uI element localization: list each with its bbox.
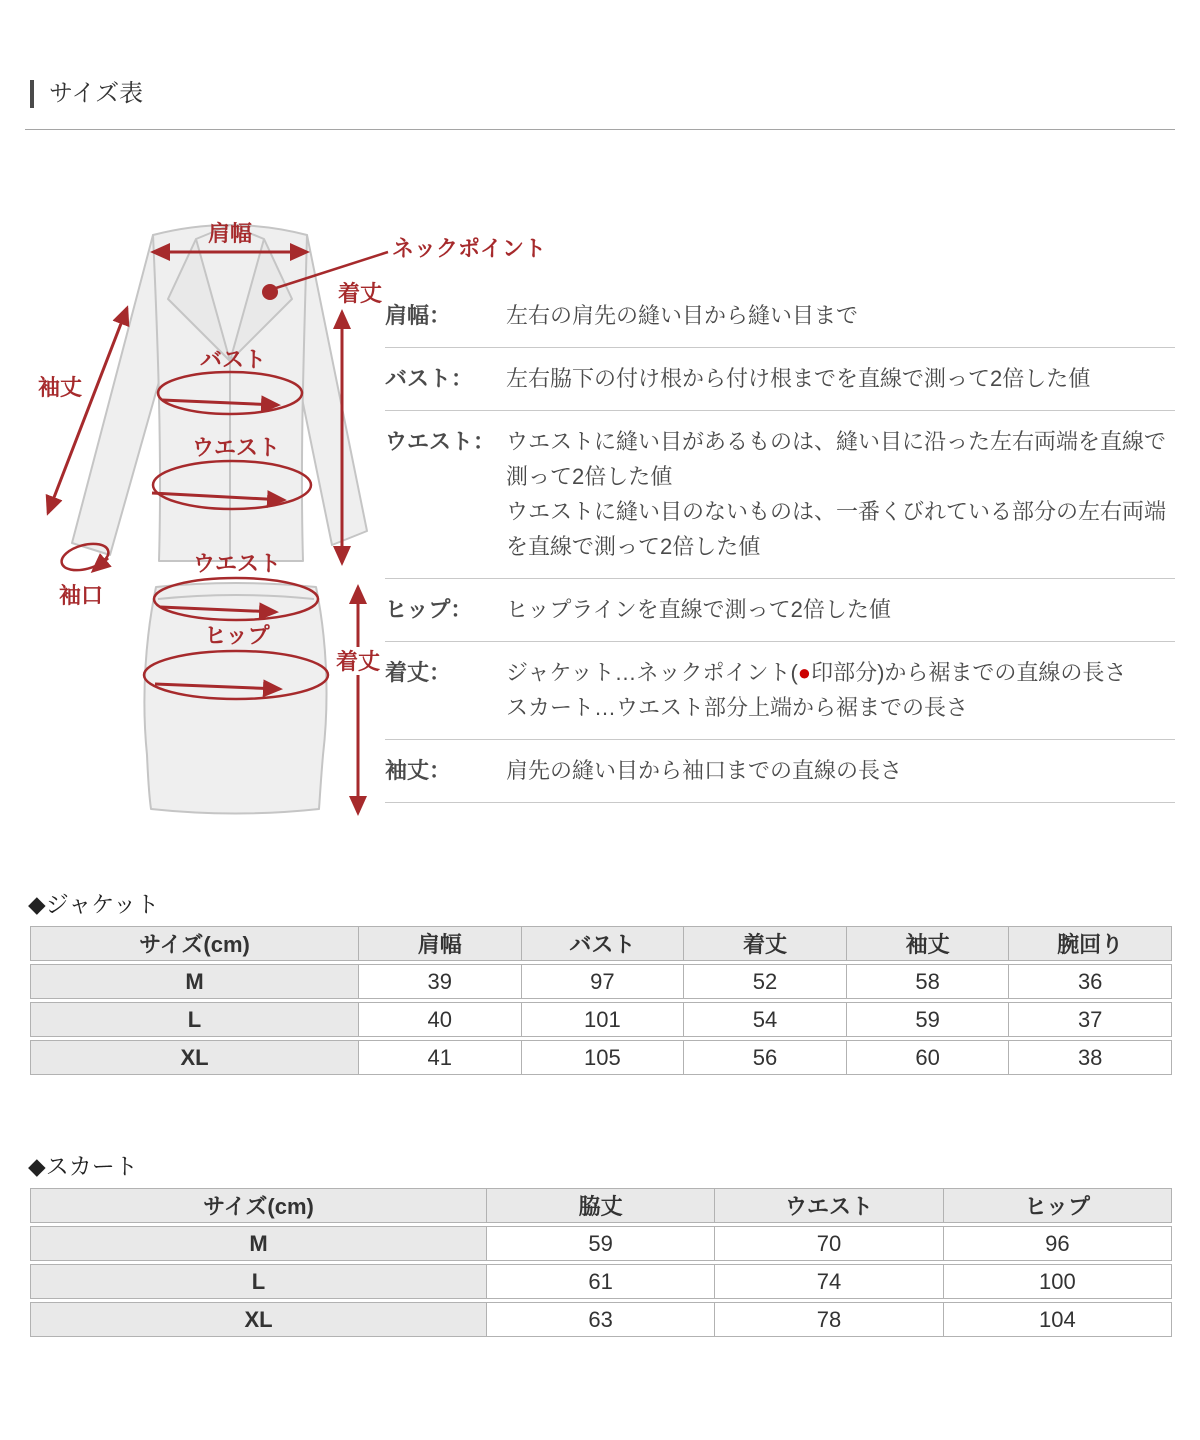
jacket-illustration — [72, 225, 367, 561]
definition-line: ジャケット…ネックポイント(●印部分)から裾までの直線の長さ — [506, 660, 1127, 685]
definition-line: 肩先の縫い目から袖口までの直線の長さ — [506, 758, 903, 783]
definition-row — [385, 285, 1175, 348]
garment-diagram-svg — [20, 195, 390, 845]
definition-term: ヒップ： — [385, 597, 473, 622]
sleeve-length-label: 袖丈 — [37, 375, 83, 400]
skirt-section-title: ◆スカート — [28, 1153, 138, 1179]
column-header: ウエスト — [715, 1188, 943, 1223]
value-cell: 56 — [684, 1040, 847, 1075]
column-header: ヒップ — [944, 1188, 1172, 1223]
definition-row — [385, 579, 1175, 642]
definition-description — [506, 592, 1175, 627]
value-cell: 100 — [944, 1264, 1172, 1299]
value-cell: 104 — [944, 1302, 1172, 1337]
neck-point-dot-inline: ● — [797, 660, 812, 685]
value-cell: 41 — [359, 1040, 522, 1075]
definition-line: ウエストに縫い目があるものは、縫い目に沿った左右両端を直線で測って2倍した値 — [506, 429, 1167, 489]
definition-line: 左右の肩先の縫い目から縫い目まで — [506, 303, 859, 328]
table-row — [30, 1302, 1172, 1337]
value-cell: 105 — [522, 1040, 685, 1075]
value-cell: 58 — [847, 964, 1010, 999]
table-row — [30, 1226, 1172, 1261]
column-header: 着丈 — [684, 926, 847, 961]
measurement-diagram — [20, 195, 390, 845]
value-cell: 37 — [1009, 1002, 1172, 1037]
table-row — [30, 1040, 1172, 1075]
value-cell: 38 — [1009, 1040, 1172, 1075]
jacket-waist-label: ウエスト — [191, 435, 281, 460]
definition-row — [385, 411, 1175, 579]
value-cell: 97 — [522, 964, 685, 999]
skirt-waist-label: ウエスト — [192, 551, 282, 576]
value-cell: 74 — [715, 1264, 943, 1299]
table-row — [30, 964, 1172, 999]
hip-label: ヒップ — [204, 623, 270, 648]
definition-description — [506, 753, 1175, 788]
size-label-cell: XL — [30, 1040, 359, 1075]
column-header: 腕回り — [1009, 926, 1172, 961]
value-cell: 54 — [684, 1002, 847, 1037]
definition-line: ウエストに縫い目のないものは、一番くびれている部分の左右両端を直線で測って2倍した値 — [506, 499, 1167, 559]
value-cell: 70 — [715, 1226, 943, 1261]
value-cell: 36 — [1009, 964, 1172, 999]
skirt-size-table — [30, 1185, 1172, 1340]
size-label-cell: XL — [30, 1302, 487, 1337]
page-title: サイズ表 — [30, 80, 143, 108]
definition-term: 袖丈： — [385, 758, 452, 783]
definition-line: ヒップラインを直線で測って2倍した値 — [506, 597, 891, 622]
cuff-arrow — [93, 558, 108, 571]
measurement-definitions — [385, 285, 1175, 803]
size-label-cell: L — [30, 1264, 487, 1299]
column-header: 脇丈 — [487, 1188, 715, 1223]
value-cell: 78 — [715, 1302, 943, 1337]
definition-description — [506, 298, 1175, 333]
title-divider — [25, 129, 1175, 130]
definition-description — [506, 655, 1175, 725]
skirt-length-label: 着丈 — [336, 649, 381, 674]
value-cell: 96 — [944, 1226, 1172, 1261]
value-cell: 63 — [487, 1302, 715, 1337]
neck-point-label: ネックポイント — [392, 236, 547, 261]
size-label-cell: M — [30, 964, 359, 999]
neck-point-dot — [262, 284, 278, 300]
column-header: サイズ(cm) — [30, 1188, 487, 1223]
definition-line: スカート…ウエスト部分上端から裾までの長さ — [506, 695, 969, 720]
definition-row — [385, 348, 1175, 411]
definition-description — [506, 424, 1175, 564]
definition-row — [385, 740, 1175, 803]
value-cell: 59 — [487, 1226, 715, 1261]
value-cell: 39 — [359, 964, 522, 999]
cuff-ellipse — [59, 539, 112, 575]
value-cell: 40 — [359, 1002, 522, 1037]
cuff-label: 袖口 — [58, 583, 104, 608]
value-cell: 101 — [522, 1002, 685, 1037]
jacket-size-table — [30, 923, 1172, 1078]
bust-label: バスト — [199, 347, 267, 372]
jacket-section-title: ◆ジャケット — [28, 891, 160, 917]
column-header: バスト — [522, 926, 685, 961]
size-label-cell: M — [30, 1226, 487, 1261]
header-row — [30, 1188, 1172, 1223]
value-cell: 60 — [847, 1040, 1010, 1075]
column-header: 肩幅 — [359, 926, 522, 961]
definition-description — [506, 361, 1175, 396]
value-cell: 52 — [684, 964, 847, 999]
value-cell: 61 — [487, 1264, 715, 1299]
definition-term: ウエスト： — [385, 429, 496, 454]
table-row — [30, 1002, 1172, 1037]
shoulder-width-label: 肩幅 — [207, 221, 253, 246]
definition-term: バスト： — [385, 366, 474, 391]
value-cell: 59 — [847, 1002, 1010, 1037]
header-row — [30, 926, 1172, 961]
definition-term: 肩幅： — [385, 303, 452, 328]
definition-term: 着丈： — [385, 660, 452, 685]
jacket-length-label: 着丈 — [338, 281, 383, 306]
column-header: サイズ(cm) — [30, 926, 359, 961]
size-label-cell: L — [30, 1002, 359, 1037]
definition-row — [385, 642, 1175, 740]
table-row — [30, 1264, 1172, 1299]
definition-line: 左右脇下の付け根から付け根までを直線で測って2倍した値 — [506, 366, 1091, 391]
column-header: 袖丈 — [847, 926, 1010, 961]
